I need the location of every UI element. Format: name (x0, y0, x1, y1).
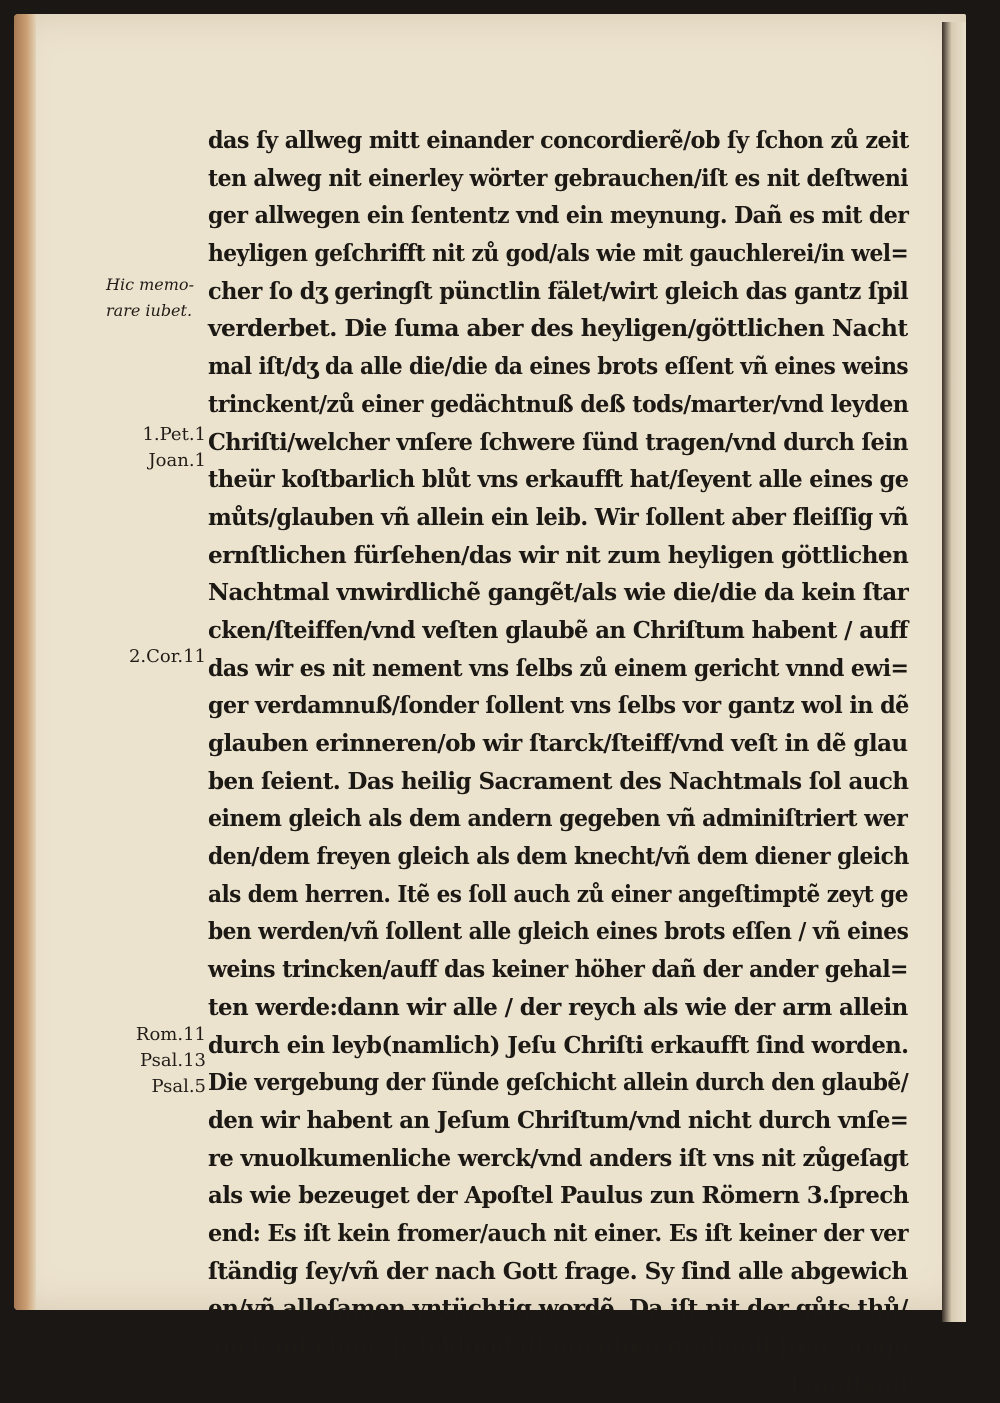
text-line: Nachtmal vnwirdlichẽ gangẽt/als wie die/die da kein ſtar (208, 578, 909, 607)
text-line: das ſy allweg mitt einander concordierẽ/ob ſy ſchon zů zeit (208, 126, 909, 154)
margin-note-joan: Joan.1 (148, 450, 206, 471)
text-line: den wir habent an Jeſum Chriſtum/vnd nicht durch vnſe= (208, 1105, 909, 1134)
text-line: Chriſti/welcher vnſere ſchwere ſünd tragen/vnd durch ſein (208, 427, 909, 456)
text-line: ſtändig ſey/vñ der nach Gott frage. Sy ſind alle abgewich (208, 1256, 908, 1285)
book-spine (14, 14, 36, 1310)
text-line: ten werde:dann wir alle / der reych als wie der arm allein (208, 992, 908, 1021)
text-line: ger allwegen ein ſententz vnd ein meynung. Dañ es mit der (208, 201, 909, 230)
margin-note-rom: Rom.11 (135, 1024, 206, 1045)
text-line: ten alweg nit einerley wörter gebrauchen/iſt es nit deſtweni (208, 163, 909, 192)
text-line: als wie bezeuget der Apoſtel Paulus zun Römern 3.ſprech (208, 1181, 909, 1210)
text-line: theür koſtbarlich blůt vns erkaufft hat/ſeyent alle eines ge (208, 465, 909, 494)
text-line: ernſtlichen fürſehen/das wir nit zum heyligen göttlichen (208, 540, 909, 569)
text-line: ben ſeient. Das heilig Sacrament des Nachtmals ſol auch (208, 766, 909, 795)
text-line: trinckent/zů einer gedächtnuß deß tods/marter/vnd leyden (208, 389, 909, 418)
text-line: weins trincken/auff das keiner höher dañ der ander gehal= (208, 955, 908, 984)
text-line: glauben erinneren/ob wir ſtarck/ſteiff/vnd veſt in dẽ glau (208, 729, 908, 757)
text-line: als dem herren. Itẽ es ſoll auch zů einer angeſtimptẽ zeyt ge (208, 879, 908, 908)
margin-note-psal-5: Psal.5 (151, 1076, 206, 1097)
catchword: handlend (789, 1369, 908, 1398)
text-line: durch ein leyb(namlich) Jeſu Chriſti erkaufft ſind worden. (208, 1030, 909, 1059)
text-line: heyligen geſchrifft nit zů god/als wie mit gauchlerei/in wel= (208, 239, 909, 268)
text-line: einem gleich als dem andern gegeben vñ adminiſtriert wer (208, 804, 908, 833)
text-line: cher ſo dʒ geringſt pünctlin fälet/wirt gleich das gantz ſpil (208, 276, 909, 305)
margin-note-psal-13: Psal.13 (140, 1050, 206, 1071)
margin-note-hic-memo: Hic memo- (106, 275, 194, 294)
margin-note-cor: 2.Cor.11 (128, 646, 206, 667)
margin-note-rare-iubet: rare iubet. (106, 301, 193, 320)
body-text (208, 122, 908, 1403)
text-line: das wir es nit nement vns ſelbs zů einem gericht vnnd ewi= (208, 653, 909, 682)
adjacent-page-edge (942, 22, 966, 1322)
text-line: auch nit einer. Jr ſchlund iſt ein offen grab/mit jren zungẽ (208, 1332, 908, 1360)
text-line: re vnuolkumenliche werck/vnd anders iſt vns nit zůgeſagt (208, 1143, 909, 1172)
text-line: Die vergebung der ſünde geſchicht allein durch den glaubẽ/ (208, 1068, 909, 1097)
text-line: mal iſt/dʒ da alle die/die da eines brots eſſent vñ eines weins (208, 352, 909, 381)
text-line: můts/glauben vñ allein ein leib. Wir ſollent aber fleiſſig vñ (208, 502, 909, 531)
text-line: ger verdamnuß/ſonder ſollent vns ſelbs vor gantz wol in dẽ (208, 691, 909, 720)
text-line: cken/ſteiffen/vnd veſten glaubẽ an Chriſtum habent / auff (208, 615, 908, 644)
text-line: verderbet. Die ſuma aber des heyligen/göttlichen Nacht (208, 314, 908, 343)
text-line: ben werden/vñ ſollent alle gleich eines brots eſſen / vñ eines (208, 917, 909, 946)
text-line: end: Es iſt kein fromer/auch nit einer. Es iſt keiner der ver (208, 1218, 909, 1247)
text-line: en/vñ alleſamen vntüchtig wordẽ. Da iſt nit der gůts thů/ (208, 1294, 908, 1323)
text-line: den/dem freyen gleich als dem knecht/vñ dem diener gleich (208, 842, 909, 871)
margin-note-pet: 1.Pet.1 (142, 424, 206, 445)
